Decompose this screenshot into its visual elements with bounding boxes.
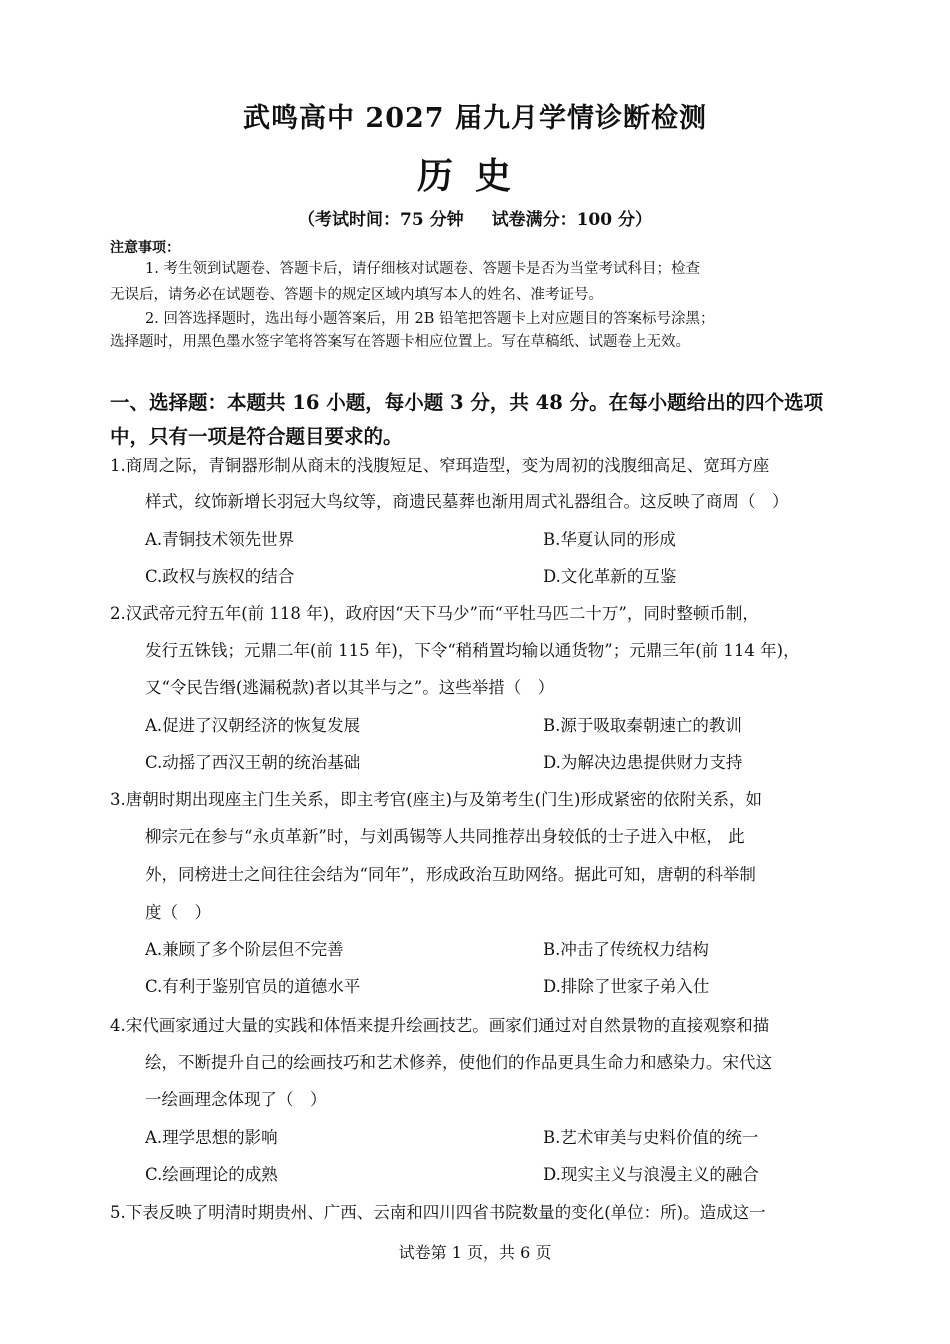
question-2-line: 发行五铢钱；元鼎二年(前 115 年)，下令“稍稍置均输以通货物”；元鼎三年(前 114 年)， bbox=[145, 641, 800, 660]
question-2-option-a: A.促进了汉朝经济的恢复发展 bbox=[145, 716, 361, 735]
question-2-line: 又“令民告缗(逃漏税款)者以其半与之”。这些举措（ ） bbox=[145, 678, 555, 697]
question-3-option-b: B.冲击了传统权力结构 bbox=[543, 940, 709, 959]
question-4-option-a: A.理学思想的影响 bbox=[145, 1128, 278, 1147]
question-1-line: 样式，纹饰新增长羽冠大鸟纹等，商遗民墓葬也渐用周式礼器组合。这反映了商周（ ） bbox=[145, 492, 789, 511]
notice-heading: 注意事项： bbox=[110, 240, 180, 256]
question-4-option-c: C.绘画理论的成熟 bbox=[145, 1165, 278, 1184]
question-1-option-c: C.政权与族权的结合 bbox=[145, 567, 295, 586]
question-3-option-a: A.兼顾了多个阶层但不完善 bbox=[145, 940, 344, 959]
notice-line: 无误后，请务必在试题卷、答题卡的规定区域内填写本人的姓名、准考证号。 bbox=[110, 287, 603, 303]
exam-info bbox=[0, 205, 950, 230]
question-5-line: 5.下表反映了明清时期贵州、广西、云南和四川四省书院数量的变化(单位：所)。造成这一 bbox=[110, 1203, 766, 1222]
exam-title: 武鸣高中 2027 届九月学情诊断检测 bbox=[243, 103, 707, 134]
question-3-line: 外，同榜进士之间往往会结为“同年”，形成政治互助网络。据此可知，唐朝的科举制 bbox=[145, 865, 756, 884]
section-heading: 中，只有一项是符合题目要求的。 bbox=[110, 425, 403, 448]
question-4-line: 一绘画理念体现了（ ） bbox=[145, 1090, 327, 1109]
question-2-option-c: C.动摇了西汉王朝的统治基础 bbox=[145, 753, 361, 772]
page-footer: 试卷第 1 页，共 6 页 bbox=[398, 1243, 552, 1262]
question-2-option-b: B.源于吸取秦朝速亡的教训 bbox=[543, 716, 742, 735]
notice-line: 2. 回答选择题时，选出每小题答案后，用 2B 铅笔把答题卡上对应题目的答案标号涂黑； bbox=[145, 311, 715, 327]
question-4-line: 4.宋代画家通过大量的实践和体悟来提升绘画技艺。画家们通过对自然景物的直接观察和描 bbox=[110, 1016, 770, 1035]
question-4-option-d: D.现实主义与浪漫主义的融合 bbox=[543, 1165, 759, 1184]
question-3-line: 3.唐朝时期出现座主门生关系，即主考官(座主)与及第考生(门生)形成紧密的依附关系，如 bbox=[110, 790, 762, 809]
question-4-option-b: B.艺术审美与史料价值的统一 bbox=[543, 1128, 759, 1147]
question-3-option-d: D.排除了世家子弟入仕 bbox=[543, 977, 710, 996]
question-3-option-c: C.有利于鉴别官员的道德水平 bbox=[145, 977, 361, 996]
question-3-line: 柳宗元在参与“永贞革新”时，与刘禹锡等人共同推荐出身较低的士子进入中枢， 此 bbox=[145, 827, 745, 846]
question-2-option-d: D.为解决边患提供财力支持 bbox=[543, 753, 743, 772]
exam-time: （考试时间：75 分钟 bbox=[298, 210, 464, 230]
question-4-line: 绘，不断提升自己的绘画技巧和艺术修养，使他们的作品更具生命力和感染力。宋代这 bbox=[145, 1053, 772, 1072]
question-1-line: 1.商周之际，青铜器形制从商末的浅腹短足、窄珥造型，变为周初的浅腹细高足、宽珥方座 bbox=[110, 456, 770, 475]
question-1-option-b: B.华夏认同的形成 bbox=[543, 530, 676, 549]
question-1-option-d: D.文化革新的互鉴 bbox=[543, 567, 677, 586]
question-1-option-a: A.青铜技术领先世界 bbox=[145, 530, 295, 549]
subject-title: 历史 bbox=[416, 155, 533, 197]
notice-line: 选择题时，用黑色墨水签字笔将答案写在答题卡相应位置上。写在草稿纸、试题卷上无效。 bbox=[110, 334, 690, 350]
question-3-line: 度（ ） bbox=[145, 903, 211, 922]
section-heading: 一、选择题：本题共 16 小题，每小题 3 分，共 48 分。在每小题给出的四个选项 bbox=[110, 391, 824, 414]
exam-score: 试卷满分：100 分） bbox=[491, 210, 652, 230]
notice-line: 1. 考生领到试题卷、答题卡后，请仔细核对试题卷、答题卡是否为当堂考试科目；检查 bbox=[145, 261, 700, 277]
question-2-line: 2.汉武帝元狩五年(前 118 年)，政府因“天下马少”而“平牡马匹二十万”，同时整顿币制， bbox=[110, 604, 759, 623]
